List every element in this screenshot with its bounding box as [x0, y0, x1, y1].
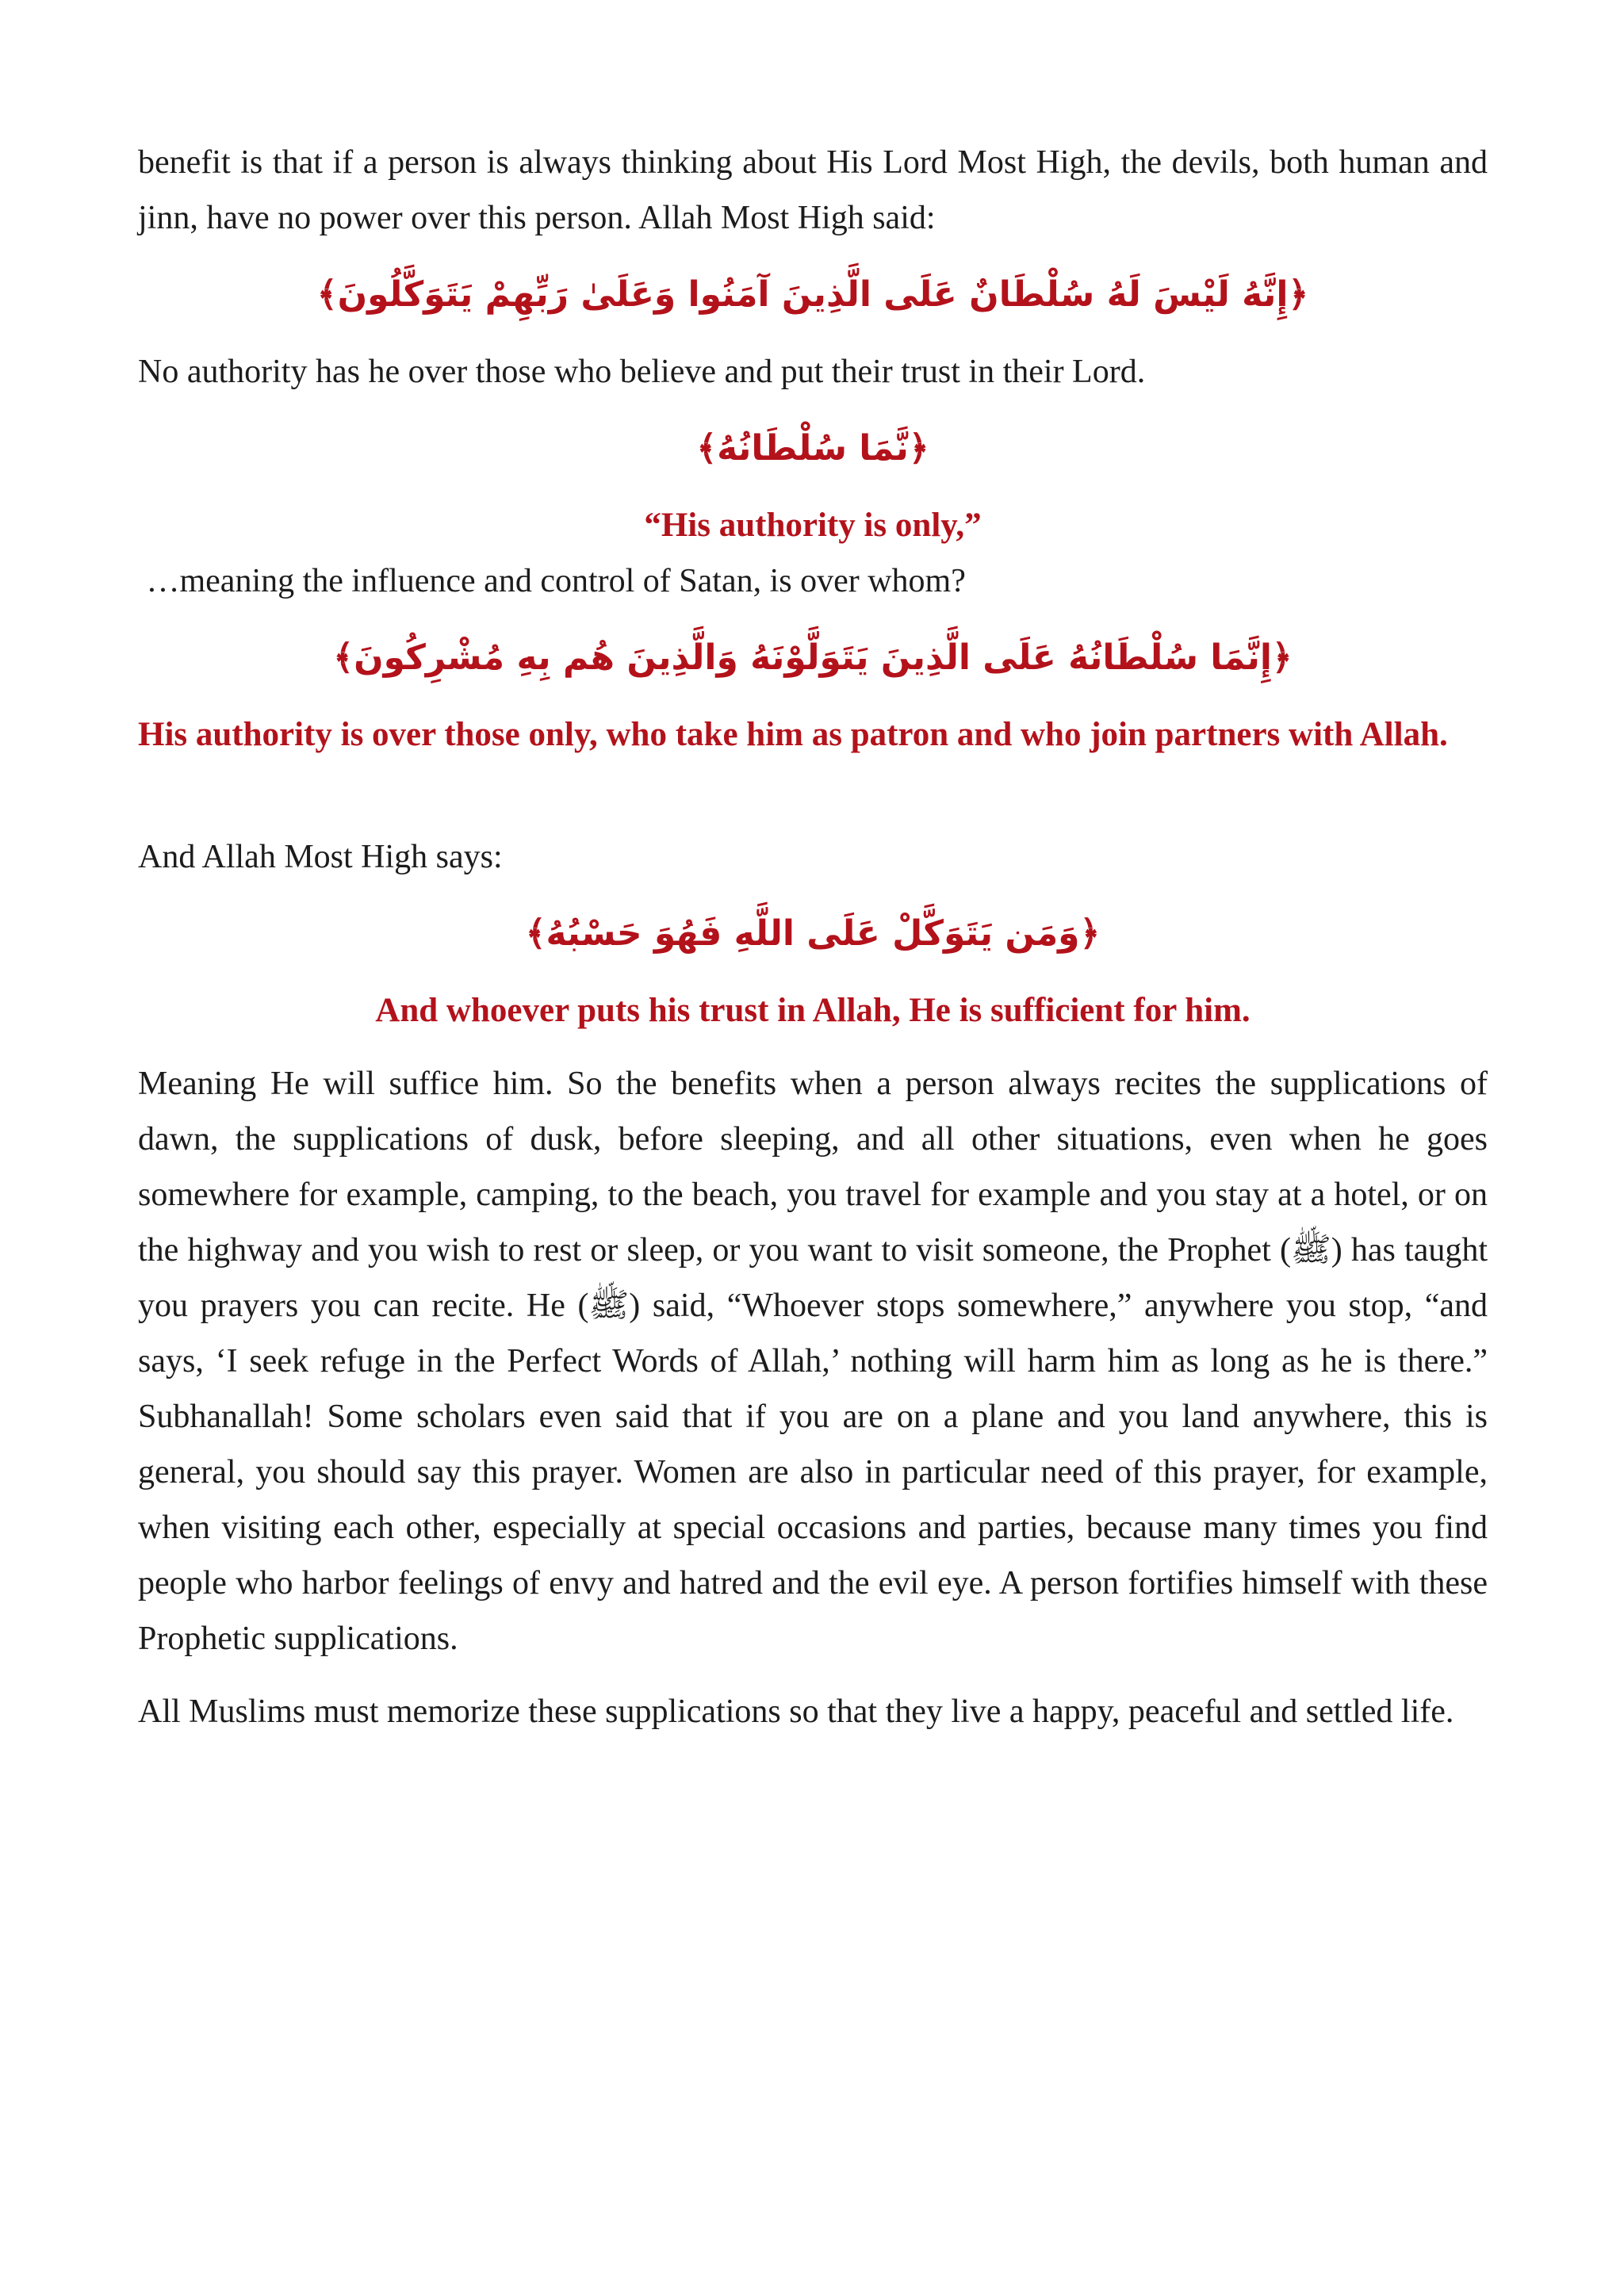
translation-verse-1: No authority has he over those who believe and put their trust in their Lord. — [138, 354, 1146, 390]
arabic-verse-3: ﴿إِنَّمَا سُلْطَانُهُ عَلَى الَّذِينَ يَتَوَلَّوْنَهُ وَالَّذِينَ هُم بِهِ مُشْرِكُونَ﴾ — [333, 637, 1293, 678]
paragraph-benefits: Meaning He will suffice him. So the benefits when a person always recites the supplications of dawn, the supplications of dusk, before sleeping, and all other situations, even when he goes somewhere for example, camping, to the beach, you travel for example and you stay at a hotel, or on the highway and you wish to rest or sleep, or you want to visit someone, the Prophet (ﷺ) has taught you prayers you can recite. He (ﷺ) said, “Whoever stops somewhere,” anywhere you stop, “and says, ‘I seek refuge in the Perfect Words of Allah,’ nothing will harm him as long as he is there.” Subhanallah! Some scholars even said that if you are on a plane and you land anywhere, this is general, you should say this prayer. Women are also in particular need of this prayer, for example, when visiting each other, especially at special occasions and parties, because many times you find people who harbor feelings of envy and hatred and the evil eye. A person fortifies himself with these Prophetic supplications. — [138, 1066, 1488, 1657]
translation-verse-4: And whoever puts his trust in Allah, He is sufficient for him. — [375, 992, 1251, 1029]
translation-verse-2: “His authority is only,” — [644, 507, 982, 544]
page-content — [138, 135, 1488, 1739]
paragraph-explanation: …meaning the influence and control of Satan, is over whom? — [138, 563, 966, 599]
paragraph-intro: benefit is that if a person is always thinking about His Lord Most High, the devils, both human and jinn, have no power over this person. Allah Most High said: — [138, 144, 1488, 236]
translation-verse-3: His authority is over those only, who take him as patron and who join partners with Allah. — [138, 716, 1448, 753]
paragraph-allah-says: And Allah Most High says: — [138, 839, 503, 875]
arabic-verse-2: ﴿نَّمَا سُلْطَانُهُ﴾ — [696, 428, 929, 469]
paragraph-conclusion: All Muslims must memorize these supplications so that they live a happy, peaceful and settled life. — [138, 1693, 1454, 1730]
arabic-verse-4: ﴿وَمَن يَتَوَكَّلْ عَلَى اللَّهِ فَهُوَ حَسْبُهُ﴾ — [525, 913, 1101, 954]
arabic-verse-1: ﴿إِنَّهُ لَيْسَ لَهُ سُلْطَانٌ عَلَى الَّذِينَ آمَنُوا وَعَلَىٰ رَبِّهِمْ يَتَوَكَّلُونَ﴾ — [316, 274, 1309, 315]
